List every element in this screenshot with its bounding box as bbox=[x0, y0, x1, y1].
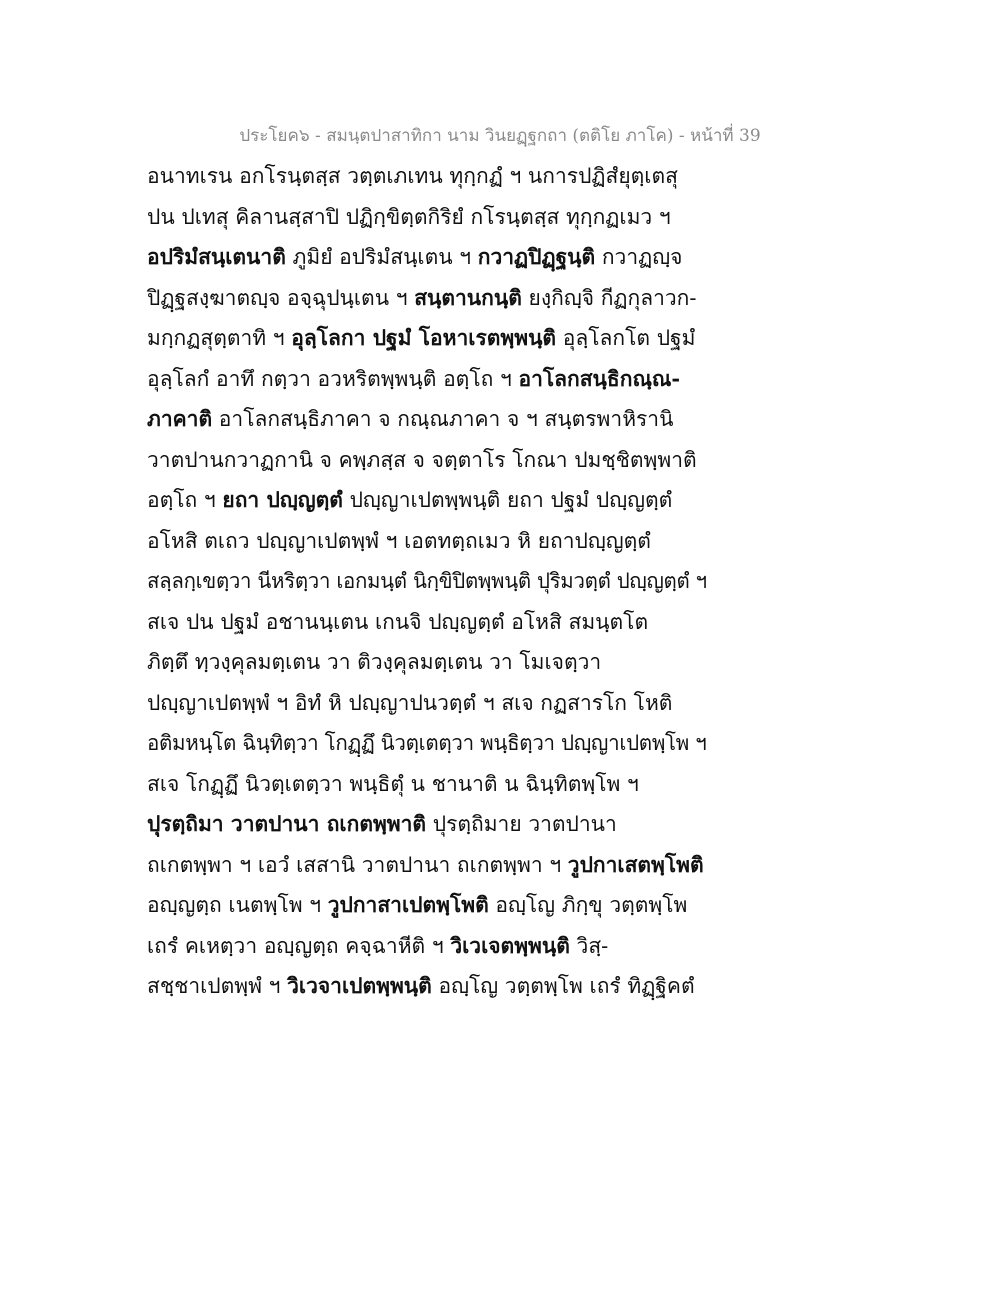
text-run: อุลฺโลกโต ปฐมํ bbox=[556, 326, 696, 350]
text-run: อาโลกสนฺธิภาคา จ กณฺณภาคา จ ฯ สนฺตรพาหิรานิ bbox=[212, 407, 674, 431]
text-line bbox=[147, 401, 707, 442]
text-run: อญฺโญ วตฺตพฺโพ เถรํ ทิฏฺฐิคตํ bbox=[431, 974, 695, 998]
bold-term: อาโลกสนฺธิกณฺณ- bbox=[518, 365, 681, 391]
text-line bbox=[147, 847, 707, 888]
bold-term: วิเวเจตพฺพนฺติ bbox=[450, 932, 570, 958]
bold-term: กวาฏปิฏฺฐนฺติ bbox=[477, 244, 596, 269]
text-line bbox=[147, 968, 707, 1009]
page-body-text bbox=[147, 158, 707, 1009]
text-run: อตฺโถ ฯ bbox=[147, 488, 223, 512]
text-line bbox=[147, 239, 707, 280]
text-run: กวาฏญฺจ bbox=[595, 245, 683, 269]
bold-term: อุลฺโลกา ปฐมํ โอหาเรตพฺพนฺติ bbox=[291, 325, 557, 350]
text-run: มกฺกฏสุตฺตาทิ ฯ bbox=[147, 326, 292, 350]
bold-term: ปุรตฺถิมา วาตปานา ถเกตพฺพาติ bbox=[147, 811, 427, 836]
text-line bbox=[147, 806, 707, 847]
text-line bbox=[147, 361, 707, 402]
text-run: สลฺลกฺเขตฺวา นีหริตฺวา เอกมนฺตํ นิกฺขิปิตพฺพนฺติ ปุริมวตฺตํ ปญฺญตฺตํ ฯ bbox=[147, 569, 707, 593]
text-run: อุลฺโลกํ อาทึ กตฺวา อวหริตพฺพนฺติ อตฺโถ ฯ bbox=[147, 366, 519, 391]
bold-term: ภาคาติ bbox=[147, 406, 213, 431]
text-run: สเจ โกฏฺฏึ นิวตฺเตตฺวา พนฺธิตุํ น ชานาติ น ฉินฺทิตพฺโพ ฯ bbox=[147, 771, 639, 796]
text-line bbox=[147, 482, 707, 523]
text-line bbox=[147, 928, 707, 969]
text-run: เถรํ คเหตฺวา อญฺญตฺถ คจฺฉาหีติ ฯ bbox=[147, 933, 451, 958]
bold-term: วูปกาเสตพฺโพติ bbox=[567, 851, 704, 877]
text-line bbox=[147, 199, 707, 240]
text-run: อญฺญตฺถ เนตพฺโพ ฯ bbox=[147, 893, 328, 917]
text-run: สชฺชาเปตพฺพํ ฯ bbox=[147, 974, 288, 998]
text-run: ภิตฺตึ ทฺวงฺคุลมตฺเตน วา ติวงฺคุลมตฺเตน วา โมเจตฺวา bbox=[147, 650, 602, 674]
text-line bbox=[147, 644, 707, 685]
text-run: ภูมิยํ อปริมํสนฺเตน ฯ bbox=[285, 245, 478, 269]
text-run: ปน ปเทสุ คิลานสฺสาปิ ปฏิกฺขิตฺตกิริยํ กโรนฺตสฺส ทุกฺกฏเมว ฯ bbox=[147, 204, 671, 229]
running-header: ประโยค๖ - สมนฺตปาสาทิกา นาม วินยฏฺฐกถา (ตติโย ภาโค) - หน้าที่ 39 bbox=[239, 126, 761, 146]
bold-term: อปริมํสนฺเตนาติ bbox=[147, 244, 286, 269]
text-run: ปญฺญาเปตพฺพํ ฯ อิทํ หิ ปญฺญาปนวตฺตํ ฯ สเจ กฏสารโก โหติ bbox=[147, 690, 673, 715]
text-run: ยงฺกิญฺจิ กีฏกุลาวก- bbox=[521, 285, 697, 310]
bold-term: ยถา ปญฺญตฺตํ bbox=[222, 487, 343, 512]
text-line bbox=[147, 766, 707, 807]
text-line bbox=[147, 604, 707, 645]
text-line bbox=[147, 563, 707, 604]
text-line bbox=[147, 523, 707, 564]
text-run: ปิฏฺฐสงฺฆาตญฺจ อจฺฉุปนฺเตน ฯ bbox=[147, 285, 415, 310]
bold-term: สนฺตานกนฺติ bbox=[414, 284, 522, 310]
text-run: อนาทเรน อกโรนฺตสฺส วตฺตเภเทน ทุกฺกฏํ ฯ นการปฏิสํยุตฺเตสุ bbox=[147, 164, 678, 188]
text-line bbox=[147, 158, 707, 199]
text-run: อญฺโญ ภิกฺขุ วตฺตพฺโพ bbox=[488, 893, 688, 917]
text-line bbox=[147, 442, 707, 483]
text-run: อติมหนฺโต ฉินฺทิตฺวา โกฏฺฏึ นิวตฺเตตฺวา พนฺธิตฺวา ปญฺญาเปตพฺโพ ฯ bbox=[147, 731, 707, 755]
text-run: ถเกตพฺพา ฯ เอวํ เสสานิ วาตปานา ถเกตพฺพา ฯ bbox=[147, 852, 568, 877]
text-run: อโหสิ ตเถว ปญฺญาเปตพฺพํ ฯ เอตทตฺถเมว หิ ยถาปญฺญตฺตํ bbox=[147, 528, 651, 553]
bold-term: วูปกาสาเปตพฺโพติ bbox=[327, 892, 489, 917]
bold-term: วิเวจาเปตพฺพนฺติ bbox=[287, 973, 432, 998]
text-line bbox=[147, 685, 707, 726]
text-run: ปุรตฺถิมาย วาตปานา bbox=[426, 812, 617, 836]
text-run: ปญฺญาเปตพฺพนฺติ ยถา ปฐมํ ปญฺญตฺตํ bbox=[342, 488, 673, 512]
text-run: วิสฺ- bbox=[569, 933, 609, 958]
text-line bbox=[147, 887, 707, 928]
text-line bbox=[147, 725, 707, 766]
text-line bbox=[147, 320, 707, 361]
text-run: สเจ ปน ปฐมํ อชานนฺเตน เกนจิ ปญฺญตฺตํ อโหสิ สมนฺตโต bbox=[147, 609, 649, 634]
text-line bbox=[147, 280, 707, 321]
text-run: วาตปานกวาฏกานิ จ คพฺภสฺส จ จตฺตาโร โกณา ปมชฺชิตพฺพาติ bbox=[147, 447, 697, 472]
